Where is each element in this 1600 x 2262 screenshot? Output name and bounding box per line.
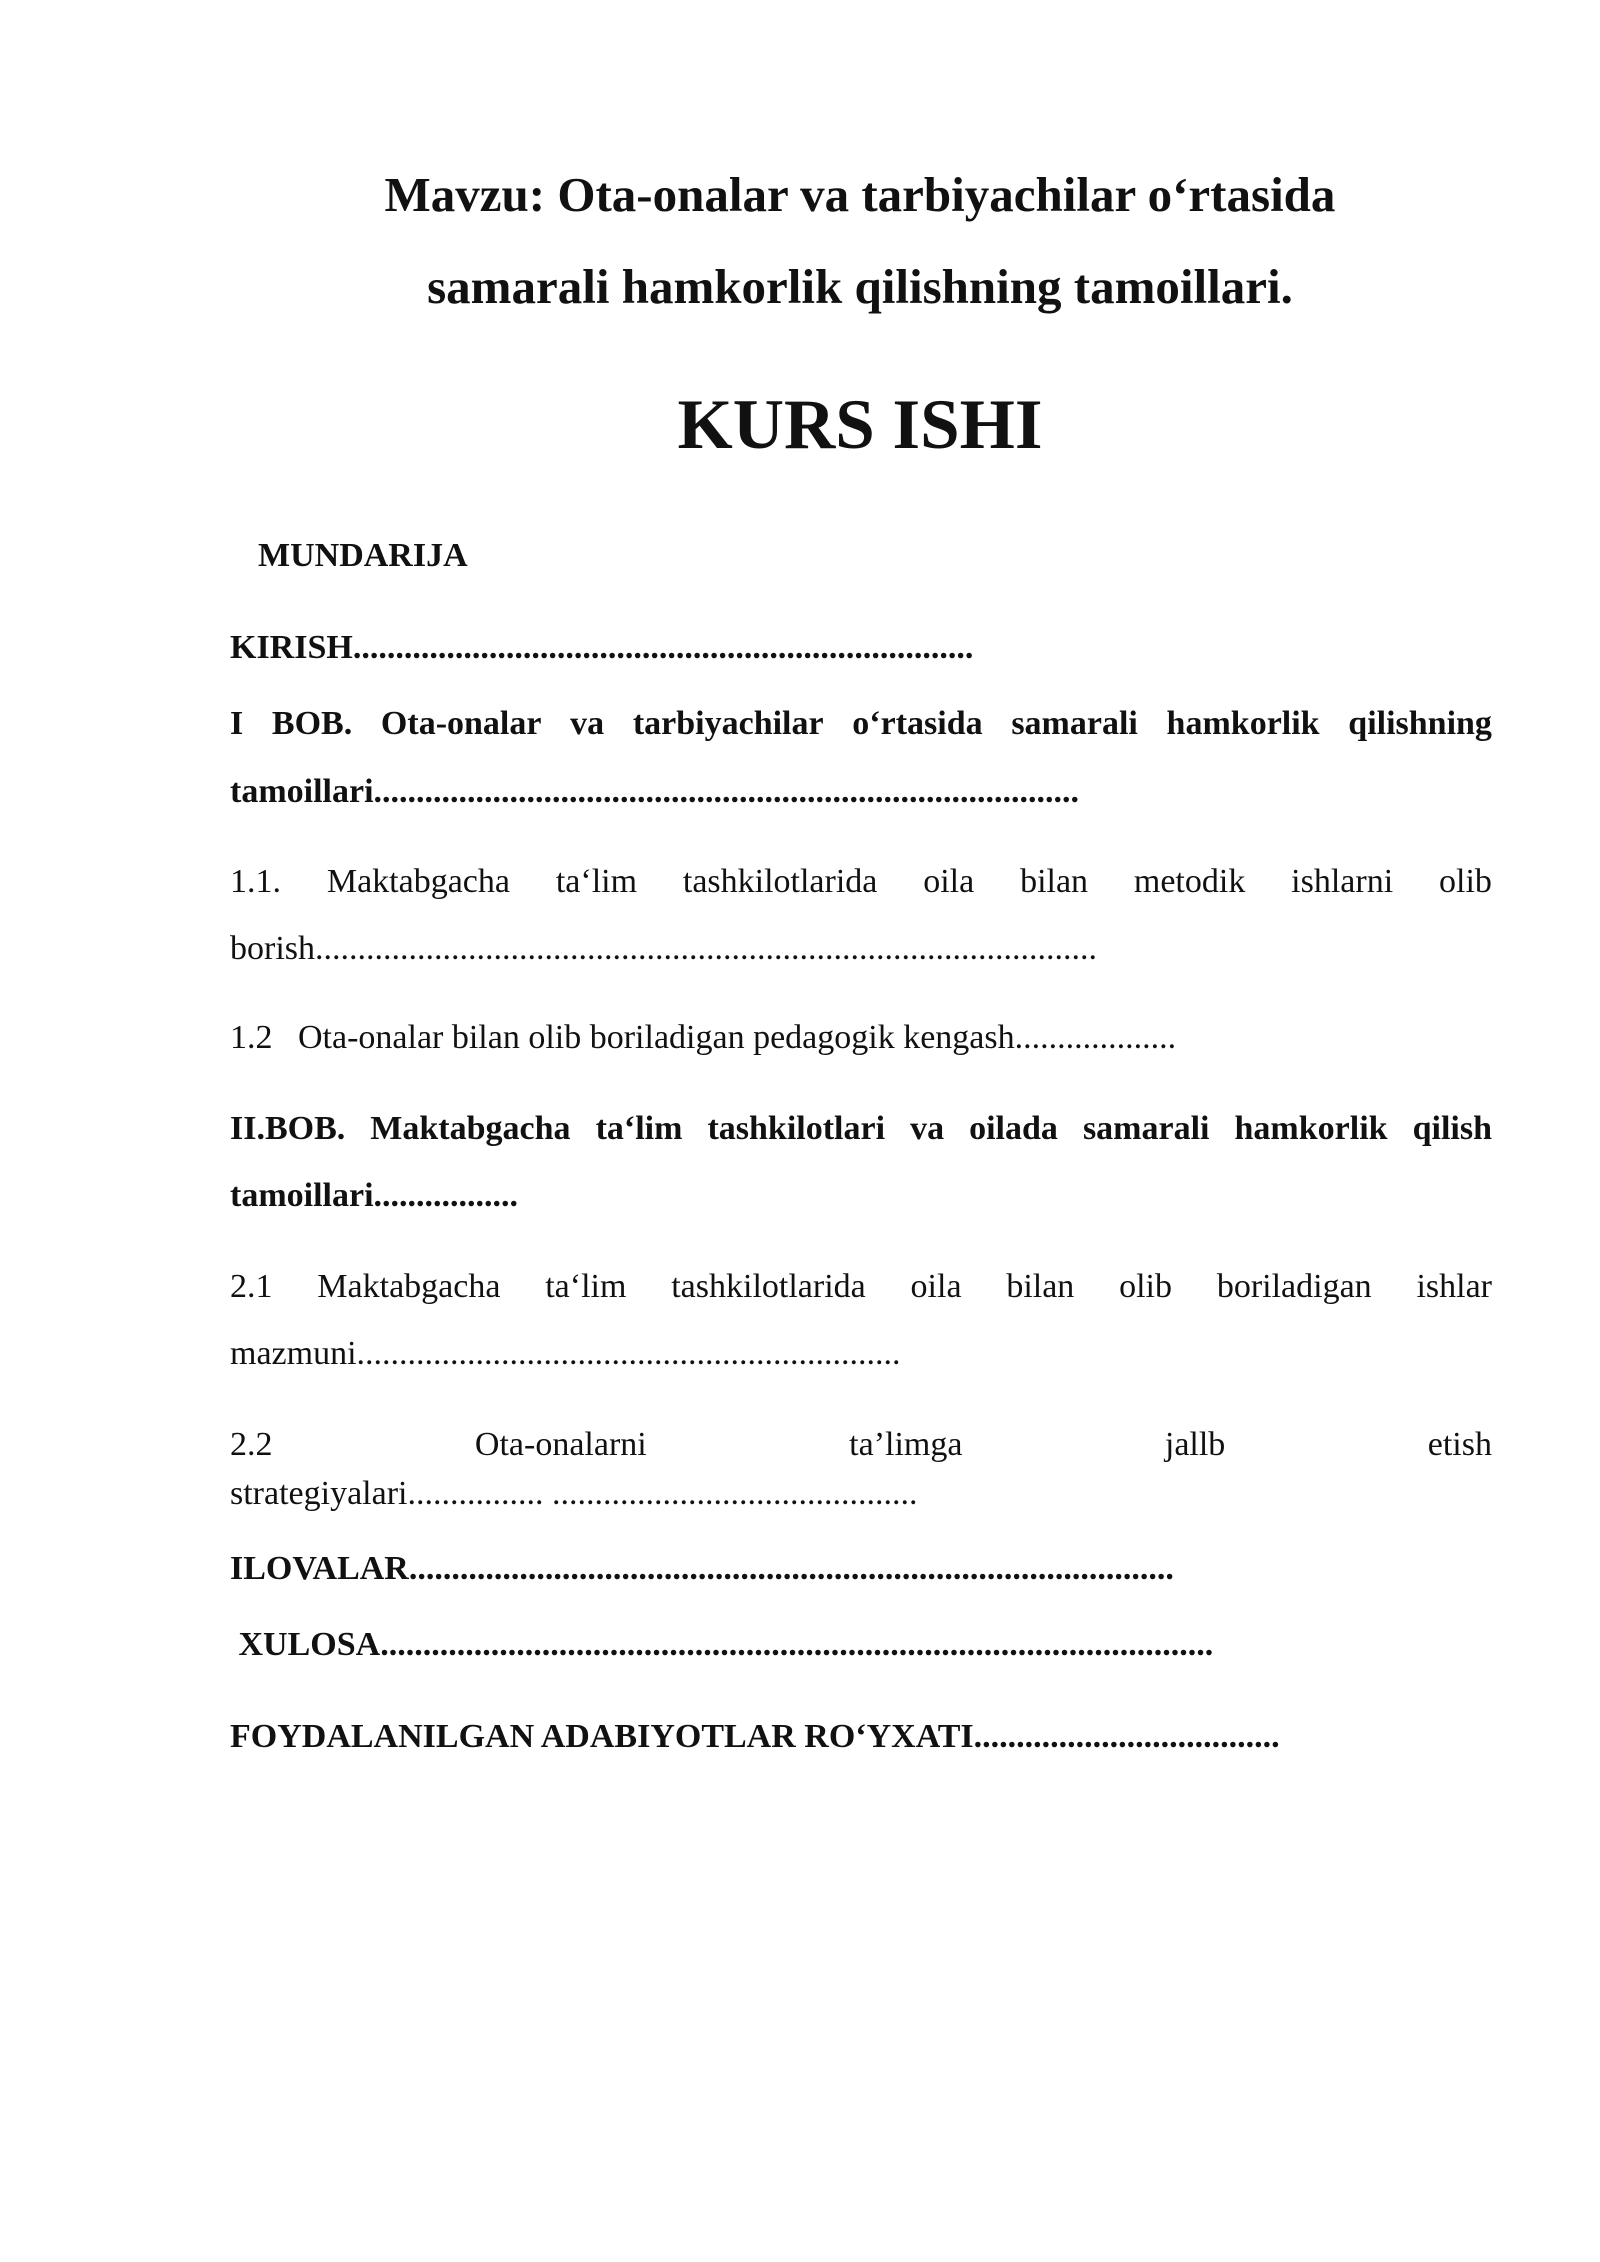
toc-word: va — [910, 1110, 945, 1147]
toc-word: Ota-onalar — [380, 705, 542, 742]
document-heading: KURS ISHI — [677, 386, 1043, 464]
toc-word: tashkilotlari — [707, 1110, 886, 1147]
toc-entry-2-2-line1 — [230, 1424, 1492, 1466]
toc-entry-1-1-line1 — [230, 861, 1492, 903]
toc-word: Maktabgacha — [326, 863, 510, 900]
toc-word: tashkilotlarida — [671, 1268, 866, 1305]
toc-word: o‘rtasida — [852, 705, 983, 742]
toc-entry-2-1-line2: mazmuni................................................................ — [230, 1335, 901, 1372]
toc-entry-xulosa: XULOSA.................................................................................................. — [230, 1626, 1214, 1663]
document-title-line-2: samarali hamkorlik qilishning tamoillari. — [427, 259, 1293, 314]
toc-word: hamkorlik — [1166, 705, 1320, 742]
toc-word: tarbiyachilar — [632, 705, 824, 742]
toc-entry-2-2-line2: strategiyalari................ ........................................... — [230, 1475, 918, 1512]
document-title-line-1: Mavzu: Ota-onalar va tarbiyachilar o‘rtasida — [384, 167, 1336, 222]
toc-word: jallb — [1164, 1426, 1226, 1463]
toc-word: olib — [1119, 1268, 1173, 1305]
toc-word: va — [570, 705, 605, 742]
toc-word: samarali — [1011, 705, 1138, 742]
toc-word: Maktabgacha — [317, 1268, 501, 1305]
toc-word: metodik — [1133, 863, 1246, 900]
toc-word: 1.1. — [230, 863, 281, 900]
toc-word: ta‘lim — [545, 1268, 627, 1305]
toc-word: BOB. — [271, 705, 353, 742]
toc-word: I — [230, 705, 244, 742]
toc-word: olib — [1439, 863, 1492, 900]
toc-word: 2.2 — [230, 1426, 273, 1463]
toc-word: bilan — [1006, 1268, 1075, 1305]
toc-word: Maktabgacha — [370, 1110, 571, 1147]
toc-heading: MUNDARIJA — [258, 537, 468, 574]
toc-word: oila — [923, 863, 975, 900]
toc-entry-ilovalar: ILOVALAR.......................................................................................... — [230, 1550, 1174, 1587]
toc-entry-bob2-line1 — [230, 1108, 1492, 1150]
toc-entry-1-1-line2: borish............................................................................................ — [230, 930, 1097, 967]
toc-word: qilish — [1412, 1110, 1492, 1147]
toc-word: tashkilotlarida — [682, 863, 878, 900]
toc-word: ta’limga — [849, 1426, 963, 1463]
toc-word: samarali — [1082, 1110, 1210, 1147]
toc-word: ta‘lim — [555, 863, 638, 900]
toc-entry-bob2-line2: tamoillari................. — [230, 1177, 519, 1214]
toc-entry-bob1-line2: tamoillari................................................................................... — [230, 773, 1080, 810]
toc-entry-2-1-line1 — [230, 1266, 1492, 1308]
toc-word: qilishning — [1348, 705, 1492, 742]
toc-word: hamkorlik — [1234, 1110, 1388, 1147]
toc-entry-bob1-line1 — [230, 703, 1492, 745]
toc-word: bilan — [1020, 863, 1089, 900]
toc-word: ishlarni — [1291, 863, 1394, 900]
toc-word: etish — [1427, 1426, 1492, 1463]
toc-entry-kirish: KIRISH......................................................................... — [230, 629, 974, 666]
toc-word: ta‘lim — [595, 1110, 683, 1147]
toc-word: oilada — [969, 1110, 1058, 1147]
toc-word: ishlar — [1416, 1268, 1492, 1305]
toc-word: II.BOB. — [230, 1110, 346, 1147]
toc-entry-adabiyotlar: FOYDALANILGAN ADABIYOTLAR RO‘YXATI.................................... — [230, 1718, 1280, 1755]
toc-word: oila — [910, 1268, 962, 1305]
toc-word: 2.1 — [230, 1268, 273, 1305]
toc-entry-1-2: 1.2 Ota-onalar bilan olib boriladigan pedagogik kengash................... — [230, 1019, 1177, 1056]
toc-word: Ota-onalarni — [474, 1426, 647, 1463]
toc-word: boriladigan — [1216, 1268, 1372, 1305]
